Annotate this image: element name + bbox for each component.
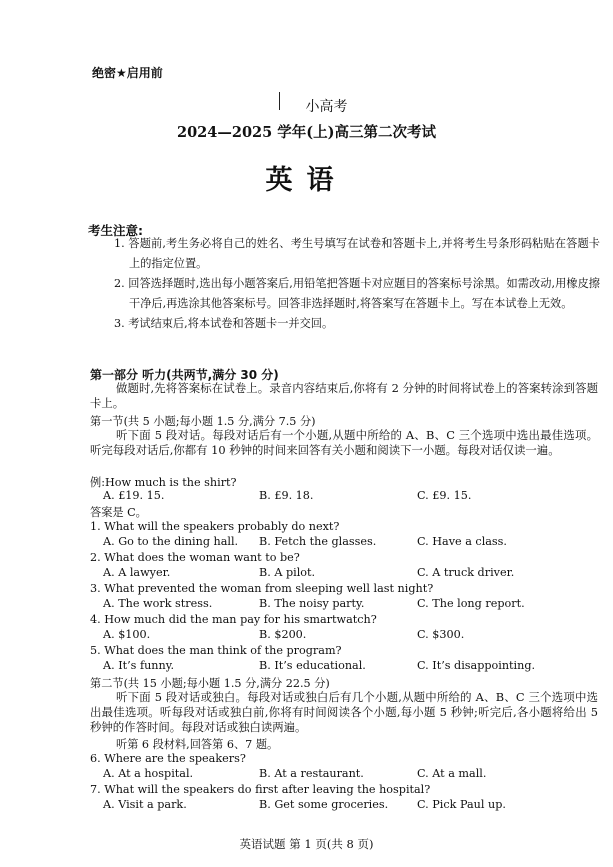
section2-intro: 听下面 5 段对话或独白。每段对话或独白后有几个小题,从题中所给的 A、B、C 三个选项中选出最佳选项。听每段对话或独白前,你将有时间阅读各个小题,每小题 5 秒钟;听完后,各小题将给出 5 秒钟的作答时间。每段对话或独白读两遍。: [90, 690, 598, 734]
question-7-option-b: B. Get some groceries.: [259, 798, 389, 811]
question-7-option-a: A. Visit a park.: [103, 798, 187, 811]
section1-intro: 听下面 5 段对话。每段对话后有一个小题,从题中所给的 A、B、C 三个选项中选出最佳选项。听完每段对话后,你都有 10 秒钟的时间来回答有关小题和阅读下一小题。每段对话仅读一遍。: [90, 428, 598, 457]
question-7: 7. What will the speakers do first after leaving the hospital?: [90, 783, 431, 796]
confidential-label: 绝密★启用前: [92, 66, 163, 80]
question-1: 1. What will the speakers probably do next?: [90, 520, 340, 533]
question-7-option-c: C. Pick Paul up.: [417, 798, 506, 811]
section2-heading: 第二节(共 15 小题;每小题 1.5 分,满分 22.5 分): [90, 677, 330, 690]
notice-list: [114, 234, 600, 334]
question-2: 2. What does the woman want to be?: [90, 551, 300, 564]
question-4: 4. How much did the man pay for his smartwatch?: [90, 613, 377, 626]
question-1-option-c: C. Have a class.: [417, 535, 507, 548]
notice-heading: 考生注意:: [88, 223, 143, 238]
part1-heading: 第一部分 听力(共两节,满分 30 分): [90, 368, 279, 382]
question-4-option-c: C. $300.: [417, 628, 465, 641]
question-5-option-b: B. It’s educational.: [259, 659, 366, 672]
question-3-option-b: B. The noisy party.: [259, 597, 365, 610]
question-6: 6. Where are the speakers?: [90, 752, 246, 765]
section1-heading: 第一节(共 5 小题;每小题 1.5 分,满分 7.5 分): [90, 415, 316, 428]
part1-intro: 做题时,先将答案标在试卷上。录音内容结束后,你将有 2 分钟的时间将试卷上的答案转涂到答题卡上。: [90, 381, 598, 410]
question-6-option-b: B. At a restaurant.: [259, 767, 364, 780]
question-4-option-b: B. $200.: [259, 628, 307, 641]
exam-title: 2024—2025 学年(上)高三第二次考试: [177, 124, 436, 141]
notice-item: 3. 考试结束后,将本试卷和答题卡一并交回。: [114, 317, 334, 330]
example-question: 例:How much is the shirt?: [90, 476, 237, 489]
notice-item: 2. 回答选择题时,选出每小题答案后,用铅笔把答题卡对应题目的答案标号涂黑。如需改动,用橡皮擦干净后,再选涂其他答案标号。回答非选择题时,将答案写在答题卡上。写在本试卷上无效。: [114, 277, 600, 310]
question-2-option-c: C. A truck driver.: [417, 566, 515, 579]
example-option-a: A. £19. 15.: [103, 489, 165, 502]
brand-title: 小高考: [305, 99, 348, 115]
question-2-option-a: A. A lawyer.: [103, 566, 171, 579]
example-option-c: C. £9. 15.: [417, 489, 472, 502]
notice-item: 1. 答题前,考生务必将自己的姓名、考生号填写在试卷和答题卡上,并将考生号条形码粘贴在答题卡上的指定位置。: [114, 237, 600, 270]
example-option-b: B. £9. 18.: [259, 489, 314, 502]
question-3: 3. What prevented the woman from sleeping well last night?: [90, 582, 434, 595]
question-3-option-c: C. The long report.: [417, 597, 525, 610]
question-1-option-a: A. Go to the dining hall.: [103, 535, 239, 548]
question-2-option-b: B. A pilot.: [259, 566, 316, 579]
question-3-option-a: A. The work stress.: [103, 597, 213, 610]
example-answer: 答案是 C。: [90, 506, 147, 519]
question-6-option-a: A. At a hospital.: [103, 767, 194, 780]
question-5-option-c: C. It’s disappointing.: [417, 659, 536, 672]
subject-title: 英语: [265, 165, 348, 196]
question-1-option-b: B. Fetch the glasses.: [259, 535, 377, 548]
question-5: 5. What does the man think of the program?: [90, 644, 342, 657]
question-5-option-a: A. It’s funny.: [103, 659, 175, 672]
material-instruction: 听第 6 段材料,回答第 6、7 题。: [116, 738, 279, 751]
question-4-option-a: A. $100.: [103, 628, 151, 641]
page-footer: 英语试题 第 1 页(共 8 页): [239, 837, 374, 851]
question-6-option-c: C. At a mall.: [417, 767, 487, 780]
